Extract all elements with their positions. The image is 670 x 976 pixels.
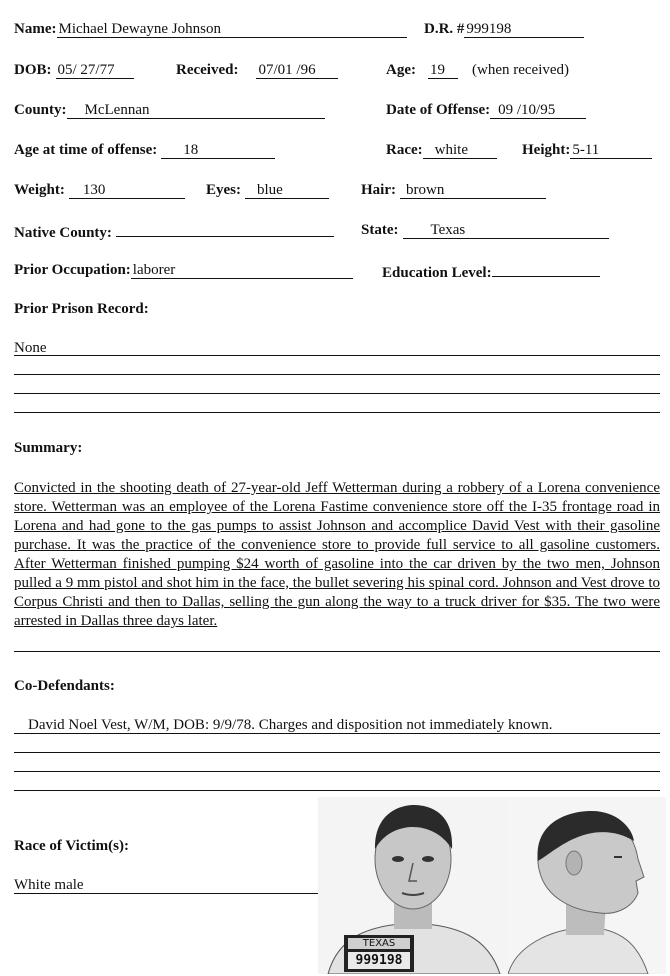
inmate-profile-portrait: [508, 797, 666, 974]
county-label: County: [14, 102, 62, 118]
age-label: Age: [386, 62, 411, 78]
eyes-row: Eyes: blue: [206, 181, 329, 199]
offense-date-row: Date of Offense: 09 /10/95: [386, 101, 586, 119]
prior-record-row: Prior Prison Record:: [14, 301, 149, 317]
state-value: Texas: [403, 223, 609, 239]
weight-label: Weight: [14, 182, 60, 198]
name-row: Name: Michael Dewayne Johnson: [14, 20, 407, 38]
rule-line: [14, 412, 660, 413]
height-value: 5-11: [570, 143, 652, 159]
state-row: State: Texas: [361, 221, 609, 239]
state-label: State: [361, 222, 394, 238]
eyes-value: blue: [245, 183, 329, 199]
dr-value: 999198: [464, 22, 584, 38]
placard-state: TEXAS: [362, 938, 396, 949]
name-value: Michael Dewayne Johnson: [57, 22, 407, 38]
mugshot-front-photo: [318, 797, 508, 974]
name-label: Name: [14, 21, 52, 37]
summary-label: Summary:: [14, 440, 83, 456]
dob-label: DOB: [14, 62, 47, 78]
prior-record-label: Prior Prison Record: [14, 301, 144, 317]
dr-row: [424, 20, 584, 38]
inmate-front-portrait: [318, 797, 508, 974]
age-row: Age: 19 (when received): [386, 62, 570, 78]
age-offense-row: Age at time of offense: 18: [14, 141, 275, 159]
rule-line: [14, 651, 660, 652]
education-label: Education Level: [382, 265, 487, 281]
county-row: County: McLennan: [14, 101, 325, 119]
race-row: Race: white: [386, 141, 497, 159]
received-value: 07/01 /96: [256, 63, 338, 79]
eyes-label: Eyes: [206, 182, 236, 198]
rule-line: [14, 790, 660, 791]
victim-label: Race of Victim(s):: [14, 838, 129, 854]
occupation-label: Prior Occupation: [14, 262, 126, 278]
summary-text: Convicted in the shooting death of 27-year-old Jeff Wetterman during a robbery of a Lorena convenience store. Wetterman was an employee of the Lorena Fastime convenience store off the I-35 frontage road in Lorena and had gone to the gas pumps to assist Johnson and accomplice David Vest with their gasoline purchase. It was the practice of the convenience store to provide full service to all gasoline customers. After Wetterman finished pumping $24 worth of gasoline into the car driven by the two men, Johnson pulled a 9 mm pistol and shot him in the face, the bullet severing his spinal cord. Johnson and Vest drove to Corpus Christi and then to Dallas, selling the gun along the way to a truck driver for $35. The two were arrested in Dallas three days later.: [14, 480, 660, 629]
prior-record-value: None: [14, 340, 47, 356]
dob-value: 05/ 27/77: [56, 63, 134, 79]
age-offense-label: Age at time of offense: [14, 142, 153, 158]
native-county-row: Native County:: [14, 221, 334, 242]
received-row: Received: 07/01 /96: [176, 61, 338, 79]
hair-label: Hair: [361, 182, 391, 198]
rule-line: [14, 752, 660, 753]
placard-number: 999198: [355, 953, 403, 968]
native-county-label: Native County: [14, 225, 107, 241]
codefendants-label: Co-Defendants:: [14, 678, 115, 694]
codefendants-text: David Noel Vest, W/M, DOB: 9/9/78. Charges and disposition not immediately known.: [14, 717, 660, 734]
race-label: Race: [386, 142, 418, 158]
weight-row: Weight: 130: [14, 181, 185, 199]
race-value: white: [423, 143, 497, 159]
dob-row: DOB: 05/ 27/77: [14, 61, 134, 79]
rule-line: [14, 771, 660, 772]
height-row: Height: 5-11: [522, 141, 652, 159]
received-label: Received: [176, 62, 234, 78]
age-value: 19: [428, 63, 458, 79]
mugshot-profile-photo: [508, 797, 666, 974]
hair-value: brown: [400, 183, 546, 199]
age-offense-value: 18: [161, 143, 275, 159]
hair-row: Hair: brown: [361, 181, 546, 199]
offense-date-value: 09 /10/95: [490, 103, 586, 119]
county-value: McLennan: [67, 103, 325, 119]
education-row: Education Level:: [382, 261, 600, 282]
offense-date-label: Date of Offense: [386, 102, 486, 118]
victim-value: White male: [14, 877, 318, 894]
weight-value: 130: [69, 183, 185, 199]
occupation-row: Prior Occupation: laborer: [14, 261, 353, 279]
native-county-value: [116, 221, 334, 237]
height-label: Height: [522, 142, 566, 158]
occupation-value: laborer: [131, 263, 353, 279]
rule-line: [14, 374, 660, 375]
dr-label: D.R. #: [424, 21, 465, 37]
rule-line: [14, 355, 660, 356]
education-value: [492, 261, 600, 277]
age-note: (when received): [472, 62, 570, 78]
rule-line: [14, 393, 660, 394]
